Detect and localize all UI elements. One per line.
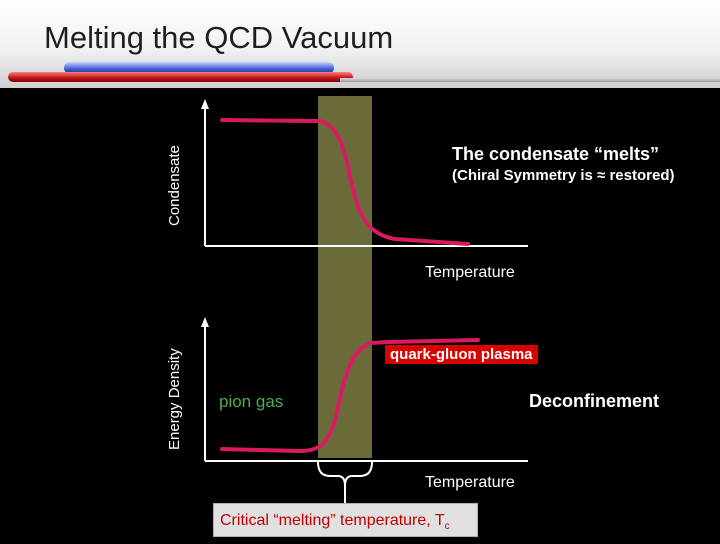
- critical-brace: [318, 462, 372, 486]
- bottom-y-arrow: [201, 317, 209, 327]
- quark-gluon-plasma-label: quark-gluon plasma: [385, 345, 538, 364]
- deconfinement-label: Deconfinement: [529, 391, 660, 411]
- energy-density-axis-label: Energy Density: [166, 348, 183, 450]
- condensate-melts-heading: The condensate “melts”: [452, 144, 660, 164]
- top-y-arrow: [201, 99, 209, 109]
- pion-gas-label: pion gas: [219, 392, 284, 411]
- bottom-temperature-label: Temperature: [425, 474, 515, 491]
- critical-temperature-subscript: c: [444, 521, 450, 533]
- critical-temperature-text: Critical “melting” temperature, T: [220, 512, 445, 529]
- top-temperature-label: Temperature: [425, 264, 515, 281]
- chiral-symmetry-note: (Chiral Symmetry is ≈ restored): [452, 167, 675, 184]
- condensate-axis-label: Condensate: [166, 145, 183, 226]
- slide-title: Melting the QCD Vacuum: [44, 20, 394, 55]
- critical-temperature-label: [213, 503, 478, 537]
